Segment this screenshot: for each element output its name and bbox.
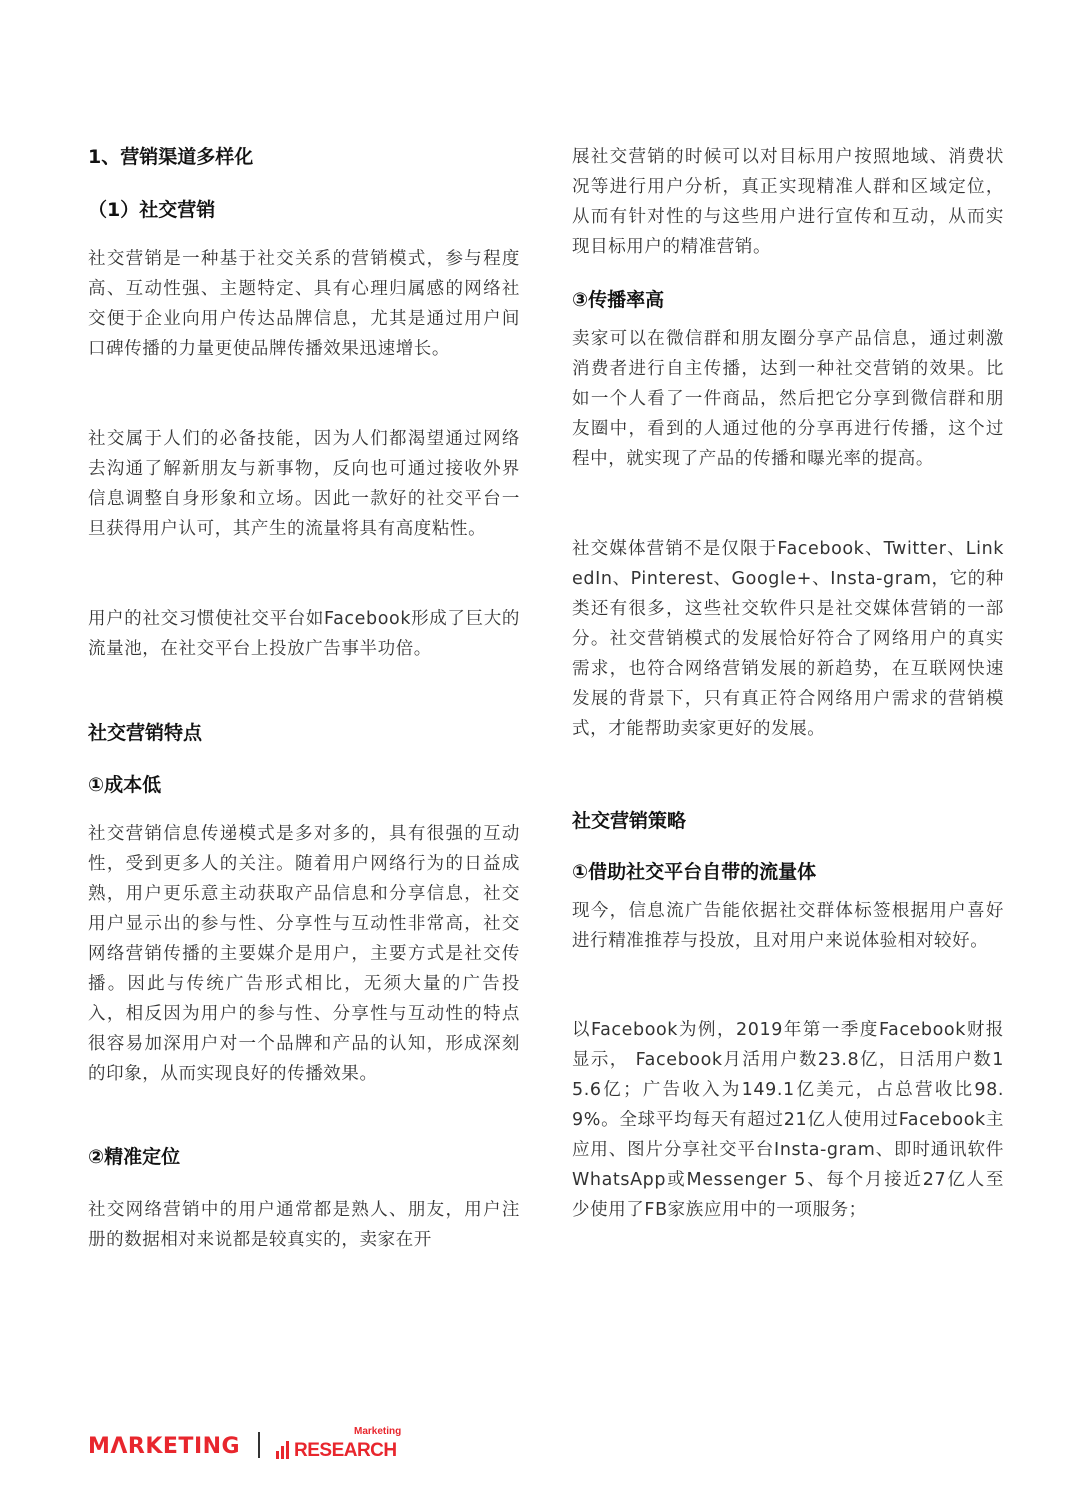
paragraph: 现今，信息流广告能依据社交群体标签根据用户喜好进行精准推荐与投放，且对用户来说体验相对较好。 [572, 901, 1004, 951]
paragraph: 社交营销信息传递模式是多对多的，具有很强的互动性，受到更多人的关注。随着用户网络行为的日益成熟，用户更乐意主动获取产品信息和分享信息，社交用户显示出的参与性、分享性与互动性非常高，社交网络营销传播的主要媒介是用户，主要方式是社交传播。因此与传统广告形式相比，无须大量的广告投入，相反因为用户的参与性、分享性与互动性的特点很容易加深用户对一个品牌和产品的认知，形成深刻的印象，从而实现良好的传播效果。 [88, 824, 520, 1084]
research-logo-small-text: Marketing [354, 1426, 402, 1437]
paragraph: 用户的社交习惯使社交平台如Facebook形成了巨大的流量池，在社交平台上投放广告事半功倍。 [88, 609, 520, 659]
paragraph: 社交营销是一种基于社交关系的营销模式，参与程度高、互动性强、主题特定、具有心理归属感的网络社交便于企业向用户传达品牌信息，尤其是通过用户间口碑传播的力量更使品牌传播效果迅速增长。 [88, 249, 520, 359]
marketing-logo: MɅRKETING [88, 1434, 241, 1459]
section-heading: 1、营销渠道多样化 [88, 146, 254, 168]
point-heading: ①成本低 [88, 774, 162, 796]
paragraph: 社交网络营销中的用户通常都是熟人、朋友，用户注册的数据相对来说都是较真实的，卖家在开 [88, 1200, 520, 1250]
point-heading: ②精准定位 [88, 1146, 181, 1168]
subsection-heading: （1）社交营销 [88, 199, 216, 221]
point-heading: ③传播率高 [572, 289, 665, 311]
bars-icon [276, 1440, 291, 1459]
footer-logos [88, 1428, 448, 1468]
subsection-heading: 社交营销特点 [88, 722, 203, 744]
research-logo [276, 1426, 416, 1466]
paragraph: 展社交营销的时候可以对目标用户按照地域、消费状况等进行用户分析，真正实现精准人群和区域定位，从而有针对性的与这些用户进行宣传和互动，从而实现目标用户的精准营销。 [572, 147, 1004, 257]
paragraph: 社交媒体营销不是仅限于Facebook、Twitter、LinkedIn、Pinterest、Google+、Insta-gram，它的种类还有很多，这些社交软件只是社交媒体营销的一部分。社交营销模式的发展恰好符合了网络用户的真实需求，也符合网络营销发展的新趋势，在互联网快速发展的背景下，只有真正符合网络用户需求的营销模式，才能帮助卖家更好的发展。 [572, 539, 1004, 739]
logo-divider [258, 1432, 260, 1458]
subsection-heading: 社交营销策略 [572, 810, 687, 832]
point-heading: ①借助社交平台自带的流量体 [572, 861, 817, 883]
paragraph: 社交属于人们的必备技能，因为人们都渴望通过网络去沟通了解新朋友与新事物，反向也可通过接收外界信息调整自身形象和立场。因此一款好的社交平台一旦获得用户认可，其产生的流量将具有高度粘性。 [88, 429, 520, 539]
research-logo-text: RESEARCH [294, 1440, 397, 1461]
paragraph: 卖家可以在微信群和朋友圈分享产品信息，通过刺激消费者进行自主传播，达到一种社交营销的效果。比如一个人看了一件商品，然后把它分享到微信群和朋友圈中，看到的人通过他的分享再进行传播，这个过程中，就实现了产品的传播和曝光率的提高。 [572, 329, 1004, 469]
paragraph: 以Facebook为例，2019年第一季度Facebook财报显示， Facebook月活用户数23.8亿，日活用户数15.6亿；广告收入为149.1亿美元，占总营收比98.9%。全球平均每天有超过21亿人使用过Facebook主应用、图片分享社交平台Insta-gram、即时通讯软件WhatsApp或Messenger 5、每个月接近27亿人至少使用了FB家族应用中的一项服务； [572, 1020, 1004, 1220]
